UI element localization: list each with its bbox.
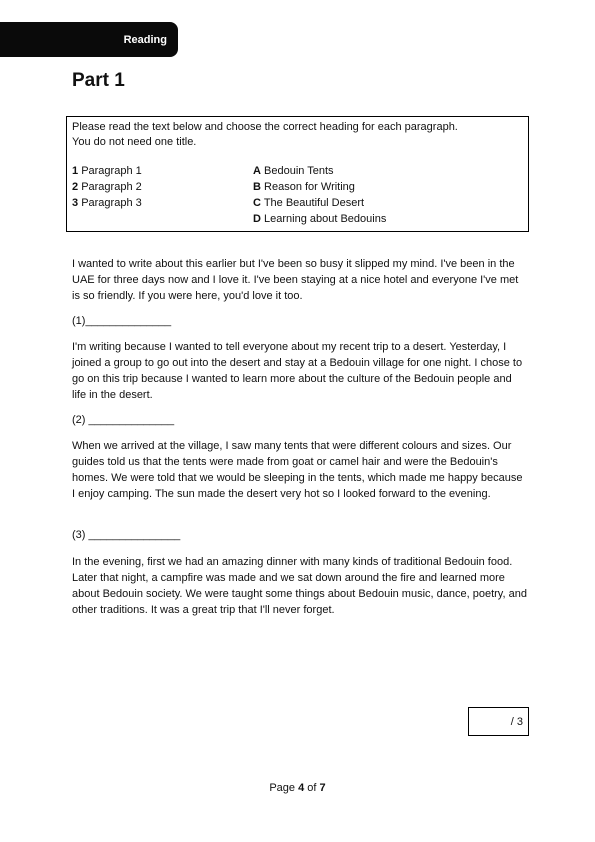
instructions-line-1: Please read the text below and choose the correct heading for each paragraph. (72, 121, 458, 133)
answer-blank-1[interactable]: (1)______________ (72, 315, 172, 327)
heading-option-a: A Bedouin Tents (253, 165, 334, 177)
matching-row (72, 196, 522, 212)
heading-option-c: C The Beautiful Desert (253, 197, 365, 209)
heading-option-b: B Reason for Writing (253, 181, 355, 193)
score-box (468, 707, 529, 736)
score-label: / 3 (510, 715, 523, 728)
matching-row (72, 212, 522, 228)
heading-option-d: D Learning about Bedouins (253, 213, 387, 225)
section-tab (0, 22, 178, 57)
page-current: 4 (298, 782, 305, 794)
instructions-box (66, 116, 529, 232)
paragraph-3: In the evening, first we had an amazing dinner with many kinds of traditional Bedouin food. Later that night, a campfire was made and we sat down around the fire and learned more about Bedouin society. We were taught some things about Bedouin music, dance, poetry, and other traditions. It was a great trip that I'll never forget. (72, 556, 527, 616)
paragraph-item-3: 3 Paragraph 3 (72, 197, 142, 209)
matching-row (72, 180, 522, 196)
instructions-line-2: You do not need one title. (72, 136, 197, 148)
page-word: Page (269, 782, 296, 794)
paragraph-item-2: 2 Paragraph 2 (72, 181, 142, 193)
page-footer (0, 782, 595, 794)
section-tab-label: Reading (123, 33, 167, 46)
paragraph-2: When we arrived at the village, I saw many tents that were different colours and sizes. Our guides told us that the tents were made from goat or camel hair and were the Bedouin's homes. We were told that we would be sleeping in the tents, which made me happy because I enjoy camping. The sun made the desert very hot so I looked forward to the evening. (72, 440, 523, 500)
of-word: of (307, 782, 317, 794)
paragraph-item-1: 1 Paragraph 1 (72, 165, 142, 177)
page-total: 7 (319, 782, 326, 794)
matching-grid (72, 164, 522, 228)
answer-blank-2[interactable]: (2) ______________ (72, 414, 175, 426)
paragraph-1: I'm writing because I wanted to tell everyone about my recent trip to a desert. Yesterday, I joined a group to go out into the desert and stay at a Bedouin village for one night. I chose to go on this trip because I wanted to learn more about the culture of the Bedouin people and life in the desert. (72, 341, 523, 401)
answer-blank-3[interactable]: (3) _______________ (72, 529, 181, 541)
matching-row (72, 164, 522, 180)
part-title: Part 1 (72, 70, 125, 91)
intro-paragraph: I wanted to write about this earlier but I've been so busy it slipped my mind. I've been in the UAE for three days now and I love it. I've been staying at a nice hotel and everyone I've met is so friendly. If you were here, you'd love it too. (72, 258, 519, 302)
